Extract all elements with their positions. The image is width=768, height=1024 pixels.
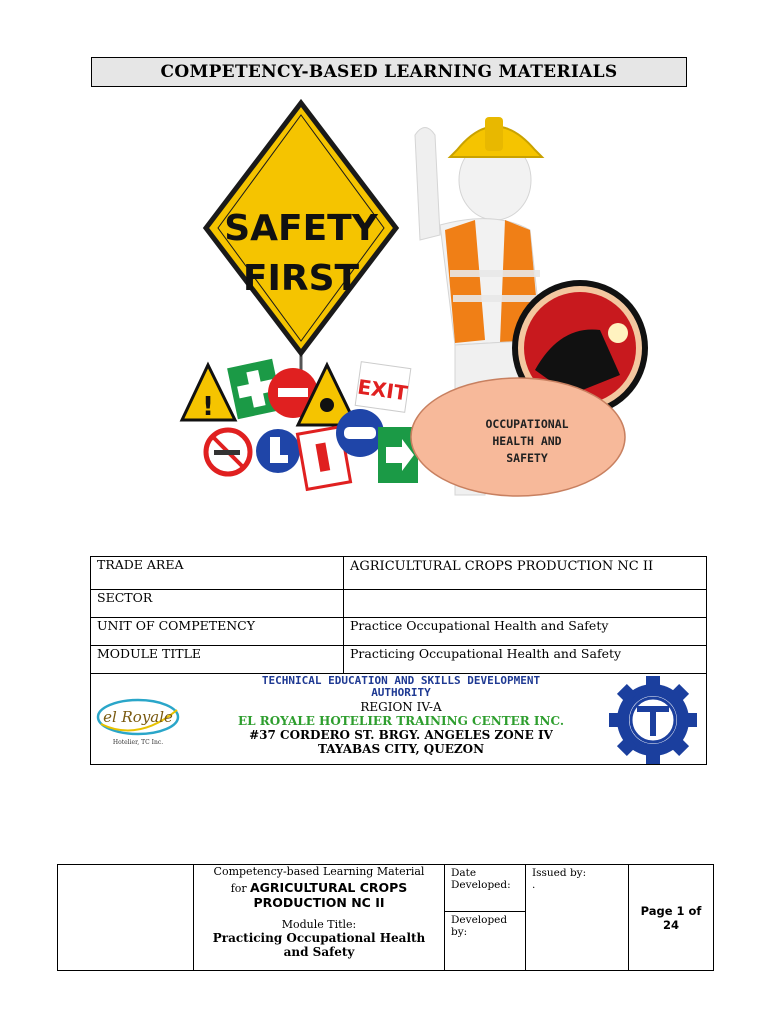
footer-for-prefix: for xyxy=(230,882,247,895)
logo-subtext: Hotelier, TC Inc. xyxy=(112,739,164,746)
footer-table xyxy=(57,864,714,971)
exit-label: EXIT xyxy=(356,374,410,406)
module-title-label: MODULE TITLE xyxy=(91,646,344,674)
ohs-label-line3: SAFETY xyxy=(506,451,548,465)
sign-line2: FIRST xyxy=(242,258,360,299)
footer-date-developed: Date Developed: xyxy=(445,865,526,912)
table-row xyxy=(91,618,707,646)
address-line2: TAYABAS CITY, QUEZON xyxy=(317,742,485,756)
footer-material-cell xyxy=(194,865,445,971)
safety-first-sign xyxy=(206,103,396,395)
address-line1: #37 CORDERO ST. BRGY. ANGELES ZONE IV xyxy=(249,728,553,742)
table-row xyxy=(91,557,707,590)
footer-blank-cell xyxy=(58,865,194,971)
ohs-label-line2: HEALTH AND xyxy=(492,434,562,448)
unit-of-competency-label: UNIT OF COMPETENCY xyxy=(91,618,344,646)
region: REGION IV-A xyxy=(360,700,442,714)
tesda-logo xyxy=(601,676,705,764)
unit-of-competency-value: Practice Occupational Health and Safety xyxy=(344,618,707,646)
module-title-value: Practicing Occupational Health and Safety xyxy=(344,646,707,674)
small-safety-signs xyxy=(182,359,418,490)
footer-issued-by: Issued by: xyxy=(532,867,587,879)
sector-label: SECTOR xyxy=(91,590,344,618)
organization-box xyxy=(90,673,707,765)
sector-value xyxy=(344,590,707,618)
trade-area-label: TRADE AREA xyxy=(91,557,344,590)
el-royale-logo xyxy=(95,690,181,748)
ohs-label xyxy=(452,416,602,467)
sign-line1: SAFETY xyxy=(224,208,378,249)
page-title: COMPETENCY-BASED LEARNING MATERIALS xyxy=(91,57,687,87)
footer-material-line: Competency-based Learning Material xyxy=(213,865,425,878)
footer-module-label: Module Title: xyxy=(281,918,357,931)
agency-name-line2: AUTHORITY xyxy=(371,686,431,699)
footer-issued-cell xyxy=(526,865,629,971)
svg-text:!: ! xyxy=(202,392,214,422)
agency-name: TECHNICAL EDUCATION AND SKILLS DEVELOPMENT xyxy=(261,674,541,687)
ohs-label-line1: OCCUPATIONAL xyxy=(485,417,569,431)
table-row xyxy=(91,646,707,674)
trade-area-value: AGRICULTURAL CROPS PRODUCTION NC II xyxy=(344,557,707,590)
table-row xyxy=(91,590,707,618)
footer-page-number: Page 1 of 24 xyxy=(629,865,714,971)
logo-text: el Royale xyxy=(103,708,173,726)
footer-material-title: AGRICULTURAL CROPS PRODUCTION NC II xyxy=(249,880,408,910)
footer-issued-value: . xyxy=(532,879,536,891)
footer-module-title: Practicing Occupational Health and Safety xyxy=(212,931,426,959)
module-info-table xyxy=(90,556,707,674)
footer-developed-by: Developed by: xyxy=(445,912,526,971)
training-center: EL ROYALE HOTELIER TRAINING CENTER INC. xyxy=(237,714,565,728)
